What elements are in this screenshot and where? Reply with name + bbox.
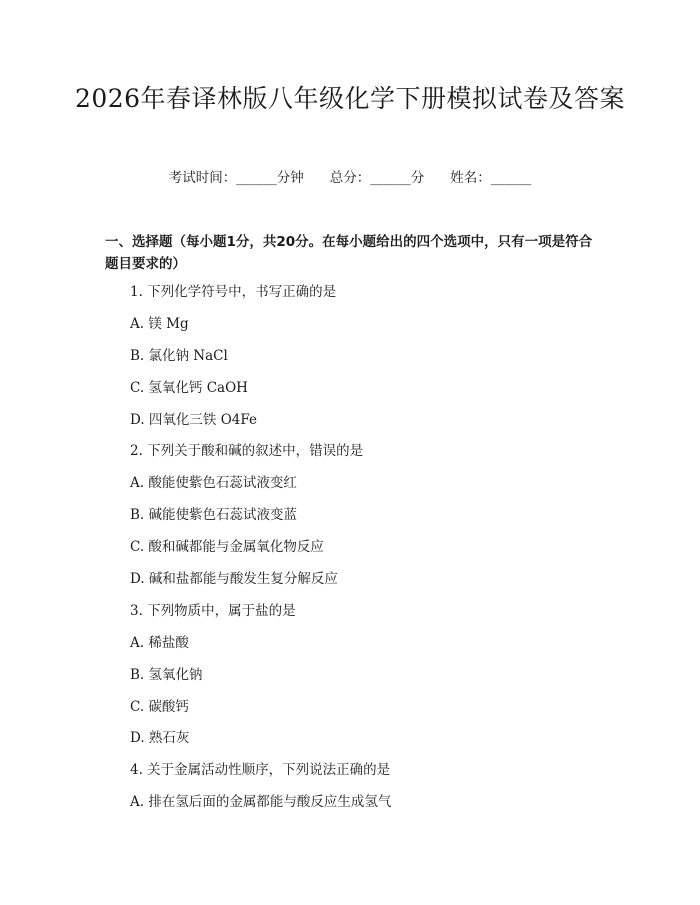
page-title: 2026年春译林版八年级化学下册模拟试卷及答案: [74, 84, 626, 113]
question-3: 3. 下列物质中，属于盐的是: [130, 603, 296, 619]
question-1: 1. 下列化学符号中，书写正确的是: [130, 284, 337, 300]
question-2-option-d: D. 碱和盐都能与酸发生复分解反应: [130, 571, 338, 587]
question-3-option-c: C. 碳酸钙: [130, 699, 189, 715]
question-1-option-a: A. 镁 Mg: [130, 316, 189, 332]
question-2-option-b: B. 碱能使紫色石蕊试液变蓝: [130, 507, 298, 523]
question-1-option-b: B. 氯化钠 NaCl: [130, 348, 228, 364]
question-1-option-c: C. 氢氧化钙 CaOH: [130, 380, 248, 396]
section-heading: 一、选择题（每小题1分，共20分。在每小题给出的四个选项中，只有一项是符合题目要求的）: [105, 234, 593, 272]
question-3-option-a: A. 稀盐酸: [130, 635, 189, 651]
question-3-option-b: B. 氢氧化钠: [130, 667, 203, 683]
question-2: 2. 下列关于酸和碱的叙述中，错误的是: [130, 443, 364, 459]
student-name-field: 姓名：______: [450, 170, 532, 186]
exam-info-row: [0, 168, 700, 188]
question-4-option-a: A. 排在氢后面的金属都能与酸反应生成氢气: [130, 794, 392, 810]
exam-time-field: 考试时间：______分钟: [168, 170, 304, 186]
question-2-option-c: C. 酸和碱都能与金属氧化物反应: [130, 539, 324, 555]
question-4: 4. 关于金属活动性顺序，下列说法正确的是: [130, 762, 391, 778]
total-score-field: 总分：______分: [329, 170, 425, 186]
question-3-option-d: D. 熟石灰: [130, 730, 190, 746]
question-1-option-d: D. 四氧化三铁 O4Fe: [130, 412, 257, 428]
question-2-option-a: A. 酸能使紫色石蕊试液变红: [130, 475, 297, 491]
